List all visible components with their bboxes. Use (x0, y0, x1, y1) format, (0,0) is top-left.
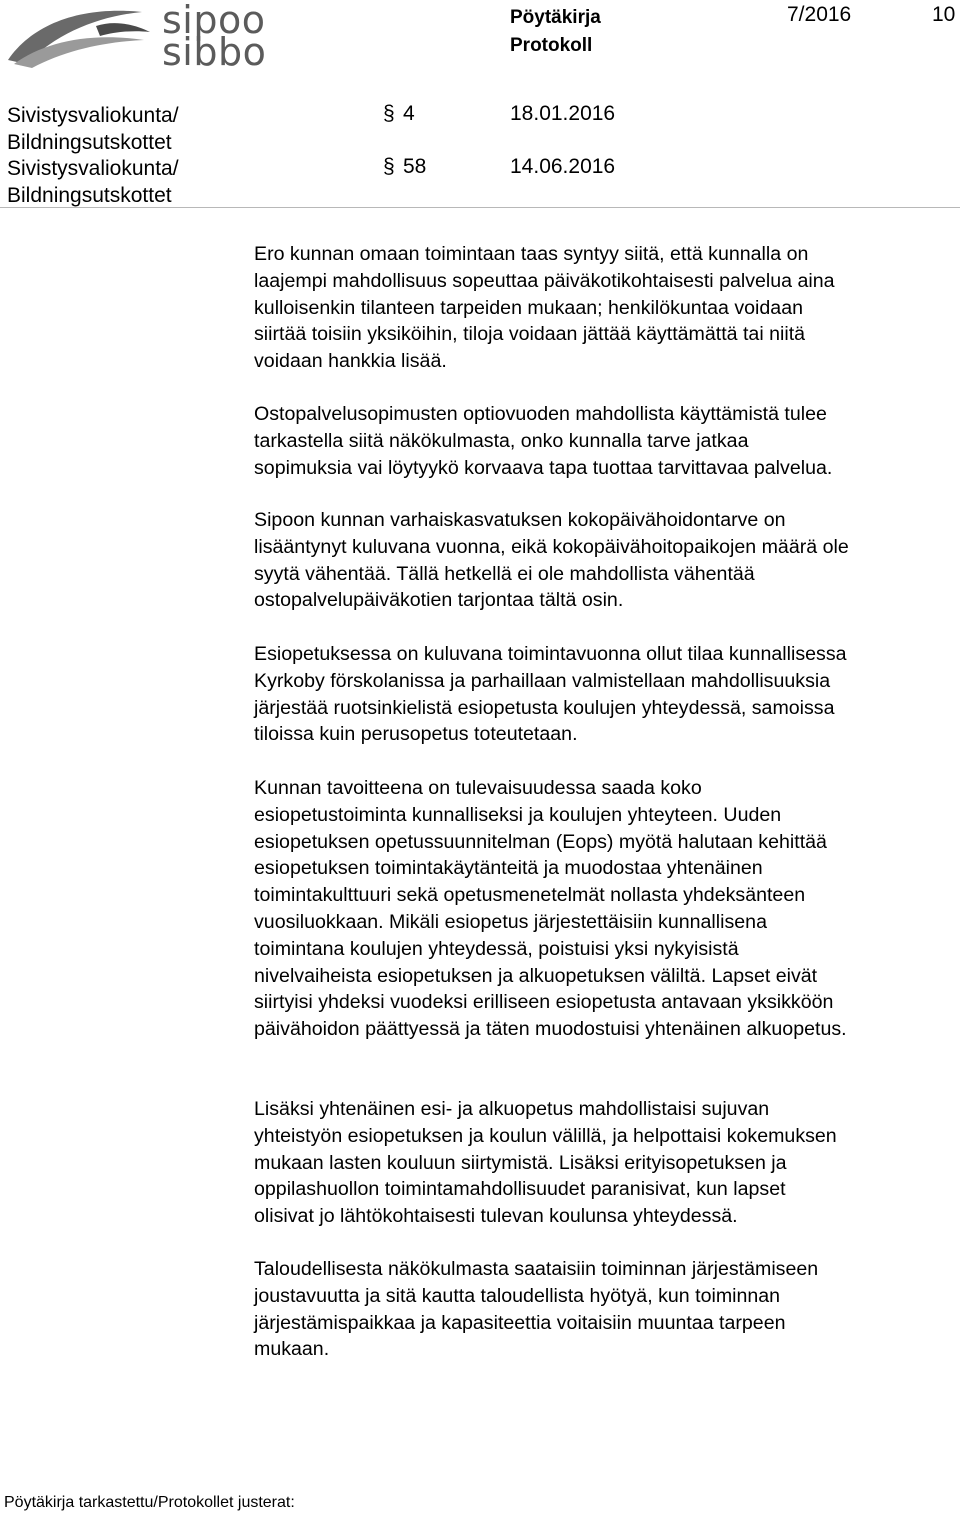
organ-name-sv: Bildningsutskottet (7, 131, 172, 154)
meeting-date: 18.01.2016 (510, 102, 616, 125)
meeting-date: 14.06.2016 (510, 155, 616, 178)
paragraph-2: Ostopalvelusopimusten optiovuoden mahdollista käyttämistä tulee tarkastella siitä näkökulmasta, onko kunnalla tarve jatkaa sopimuksia vai löytyykö korvaava tapa tuottaa tarvittavaa palvelua. (254, 403, 833, 479)
section-number: 58 (403, 155, 427, 178)
paragraph-3: Sipoon kunnan varhaiskasvatuksen kokopäivähoidontarve on lisääntynyt kuluvana vuonna, eikä kokopäivähoitopaikojen määrä ole syytä vähentää. Tällä hetkellä ei ole mahdollista vähentää ostopalvelupäiväkotien tarjontaa tältä osin. (254, 509, 849, 612)
section-symbol: § (383, 102, 395, 125)
logo-word-1: sipoo (162, 0, 266, 42)
section-number: 4 (403, 102, 415, 125)
doc-type-fi: Pöytäkirja (510, 7, 601, 28)
paragraph-5: Kunnan tavoitteena on tulevaisuudessa saada koko esiopetustoiminta kunnalliseksi ja koulujen yhteyteen. Uuden esiopetuksen opetussuunnitelman (Eops) myötä halutaan kehittää esiopetuksen toimintakäytänteitä ja muodostaa yhtenäinen toimintakulttuuri sekä opetusmenetelmät nollasta yhdeksänteen vuosiluokkaan. Mikäli esiopetus järjestettäisiin kunnallisena toimintana koulujen yhteydessä, poistuisi yksi nykyisistä nivelvaiheista esiopetuksen ja alkuopetuksen väliltä. Lapset eivät siirtyisi yhdeksi vuodeksi erilliseen esiopetusta antavaan yksikköön päivähoidon päättyessä ja täten muodostuisi yhtenäinen alkuopetus. (254, 777, 847, 1041)
paragraph-7: Taloudellisesta näkökulmasta saataisiin toiminnan järjestämiseen joustavuutta ja sitä kautta taloudellista hyötyä, kun toiminnan järjestämispaikkaa ja kapasiteettia voitaisiin muuntaa tarpeen mukaan. (254, 1258, 819, 1361)
organ-name: Sivistysvaliokunta/ (7, 157, 179, 180)
paragraph-1: Ero kunnan omaan toimintaan taas syntyy siitä, että kunnalla on laajempi mahdollisuus sopeuttaa päiväkotikohtaisesti palvelua aina kulloisenkin tilanteen tarpeiden mukaan; henkilökuntaa voidaan siirtää toisiin yksiköihin, tiloja voidaan jättää käyttämättä tai niitä voidaan hankkia lisää. (254, 243, 835, 373)
sipoo-sibbo-logo (4, 0, 267, 74)
organ-name-sv: Bildningsutskottet (7, 184, 172, 207)
document-number: 7/2016 (787, 3, 852, 26)
doc-type-sv: Protokoll (510, 35, 593, 56)
footer-approval-note: Pöytäkirja tarkastettu/Protokollet justerat: (4, 1494, 295, 1511)
paragraph-6: Lisäksi yhtenäinen esi- ja alkuopetus mahdollistaisi sujuvan yhteistyön esiopetuksen ja koulun välillä, ja helpottaisi kokemuksen mukaan lasten kouluun siirtymistä. Lisäksi erityisopetuksen ja oppilashuollon toimintamahdollisuudet paranisivat, kun lapset olisivat jo lähtökohtaisesti tulevan koulunsa yhteydessä. (254, 1098, 837, 1228)
logo-word-2: sibbo (162, 30, 267, 74)
section-symbol: § (383, 155, 395, 178)
page-number: 10 (932, 3, 956, 26)
header-divider (0, 207, 960, 208)
logo-swoosh-icon (4, 2, 154, 70)
paragraph-4: Esiopetuksessa on kuluvana toimintavuonna ollut tilaa kunnallisessa Kyrkoby förskolanissa ja parhaillaan valmistellaan mahdollisuuksia järjestää ruotsinkielistä esiopetusta koulujen yhteydessä, samoissa tiloissa kuin perusopetus toteutetaan. (254, 643, 847, 746)
organ-name: Sivistysvaliokunta/ (7, 104, 179, 127)
